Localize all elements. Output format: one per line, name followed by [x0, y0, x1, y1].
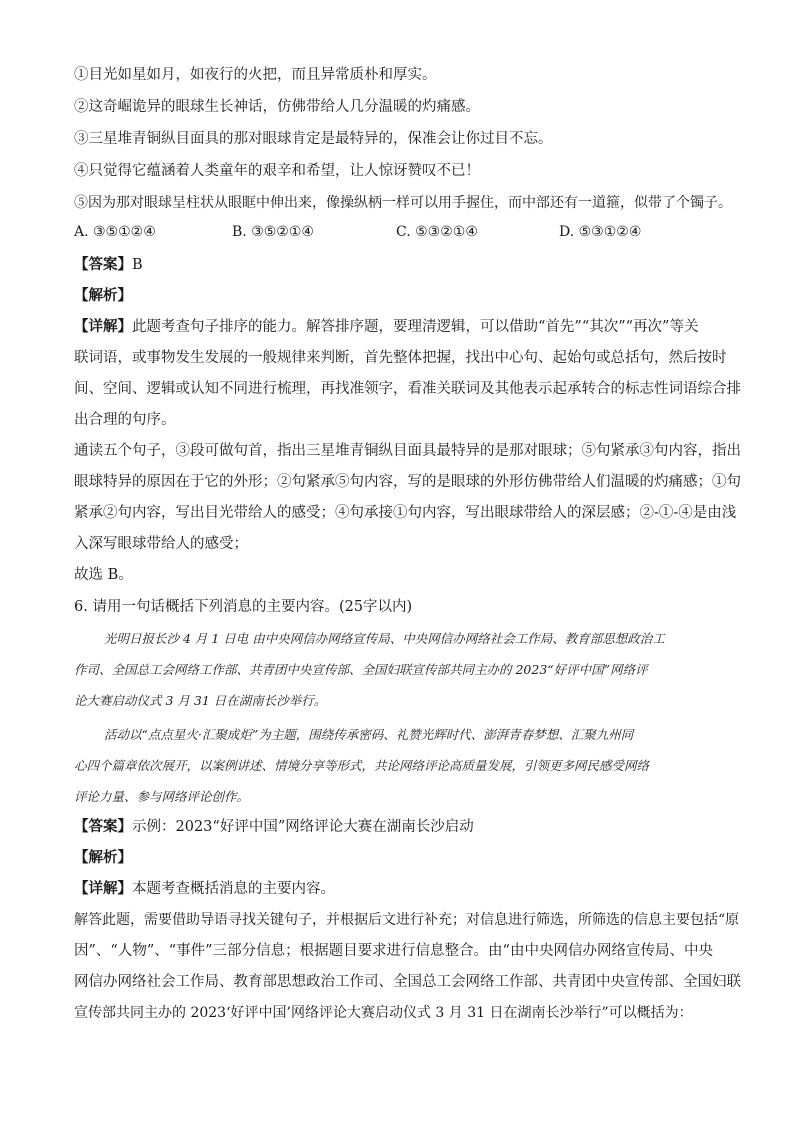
choice-b: B. ③⑤②①④: [232, 224, 314, 240]
choice-d: D. ⑤③①②④: [559, 224, 642, 240]
q5-analysis-heading: [74, 287, 132, 305]
analysis-tag: 【解析】: [74, 288, 132, 304]
q6-analysis-heading: [74, 849, 132, 867]
answer-tag: 【答案】: [74, 257, 132, 273]
q6-detail: [74, 880, 335, 898]
q5-explain-line-3: 紧承②句内容，写出目光带给人的感受；④句承接①句内容，写出眼球带给人的深层感；②-①-④是由浅: [74, 505, 737, 521]
q5-detail-line-2: 联词语，或事物发生发展的一般规律来判断，首先整体把握，找出中心句、起始句或总括句，然后按时: [74, 350, 727, 366]
q5-explain-line-1: 通读五个句子，③段可做句首，指出三星堆青铜纵目面具最特异的是那对眼球；⑤句紧承③句内容，指出: [74, 443, 741, 459]
detail-text: 此题考查句子排序的能力。解答排序题，要理清逻辑，可以借助“首先”“其次”“再次”等关: [132, 319, 699, 335]
answer-value: 示例：2023“好评中国”网络评论大赛在湖南长沙启动: [132, 819, 474, 835]
q6-answer: [74, 818, 474, 836]
option-sentence-5: ⑤因为那对眼球呈柱状从眼眶中伸出来，像操纵柄一样可以用手握住，而中部还有一道箍，似带了个镯子。: [74, 195, 732, 211]
q6-explain-line-4: 宣传部共同主办的 2023‘好评中国’网络评论大赛启动仪式 3 月 31 日在湖南长沙举行”可以概括为：: [74, 1005, 693, 1021]
q5-detail-line-3: 间、空间、逻辑或认知不同进行梳理，再找准领字，看准关联词及其他表示起承转合的标志性词语综合排: [74, 381, 741, 397]
news-line-1: 光明日报长沙 4 月 1 日电 由中央网信办网络宣传局、中央网信办网络社会工作局、教育部思想政治工: [104, 631, 665, 646]
q5-detail-line-4: 出合理的句序。: [74, 412, 176, 428]
q6-explain-line-3: 网信办网络社会工作局、教育部思想政治工作司、全国总工会网络工作部、共青团中央宣传部、全国妇联: [74, 974, 741, 990]
q6-explain-line-2: 因”、“人物”、“事件”三部分信息；根据题目要求进行信息整合。由“由中央网信办网络宣传局、中央: [74, 943, 713, 959]
option-sentence-1: ①目光如星如月，如夜行的火把，而且异常质朴和厚实。: [74, 67, 437, 83]
option-sentence-3: ③三星堆青铜纵目面具的那对眼球肯定是最特异的，保准会让你过目不忘。: [74, 131, 553, 147]
q6-explain-line-1: 解答此题，需要借助导语寻找关键句子，并根据后文进行补充；对信息进行筛选，所筛选的信息主要包括“原: [74, 912, 740, 928]
q5-detail-line-1: [74, 318, 698, 336]
detail-tag: 【详解】: [74, 881, 132, 897]
option-sentence-4: ④只觉得它蕴涵着人类童年的艰辛和希望，让人惊讶赞叹不已！: [74, 163, 480, 179]
analysis-tag: 【解析】: [74, 850, 132, 866]
choice-a: A. ③⑤①②④: [74, 224, 156, 240]
news-line-5: 心四个篇章依次展开，以案例讲述、情境分享等形式，共论网络评论高质量发展，引领更多网民感受网络: [74, 758, 650, 773]
detail-tag: 【详解】: [74, 319, 132, 335]
answer-choices: [74, 224, 734, 244]
answer-value: B: [132, 257, 143, 273]
q5-explain-line-4: 入深写眼球带给人的感受；: [74, 536, 248, 552]
q5-answer: [74, 256, 143, 274]
q5-conclusion: 故选 B。: [74, 567, 133, 583]
option-sentence-2: ②这奇崛诡异的眼球生长神话，仿佛带给人几分温暖的灼痛感。: [74, 99, 480, 115]
news-line-2: 作司、全国总工会网络工作部、共青团中央宣传部、全国妇联宣传部共同主办的 2023“好评中国”网络评: [74, 662, 648, 677]
news-line-6: 评论力量、参与网络评论创作。: [74, 789, 250, 804]
news-line-3: 论大赛启动仪式 3 月 31 日在湖南长沙举行。: [74, 693, 327, 708]
q5-explain-line-2: 眼球特异的原因在于它的外形；②句紧承⑤句内容，写的是眼球的外形仿佛带给人们温暖的灼痛感；①句: [74, 474, 741, 490]
q6-question: 6. 请用一句话概括下列消息的主要内容。(25字以内): [74, 599, 413, 615]
answer-tag: 【答案】: [74, 819, 132, 835]
choice-c: C. ⑤③②①④: [396, 224, 478, 240]
news-line-4: 活动以“点点星火·汇聚成炬”为主题，围绕传承密码、礼赞光辉时代、澎湃青春梦想、汇聚九州同: [104, 727, 634, 742]
detail-text: 本题考查概括消息的主要内容。: [132, 881, 335, 897]
